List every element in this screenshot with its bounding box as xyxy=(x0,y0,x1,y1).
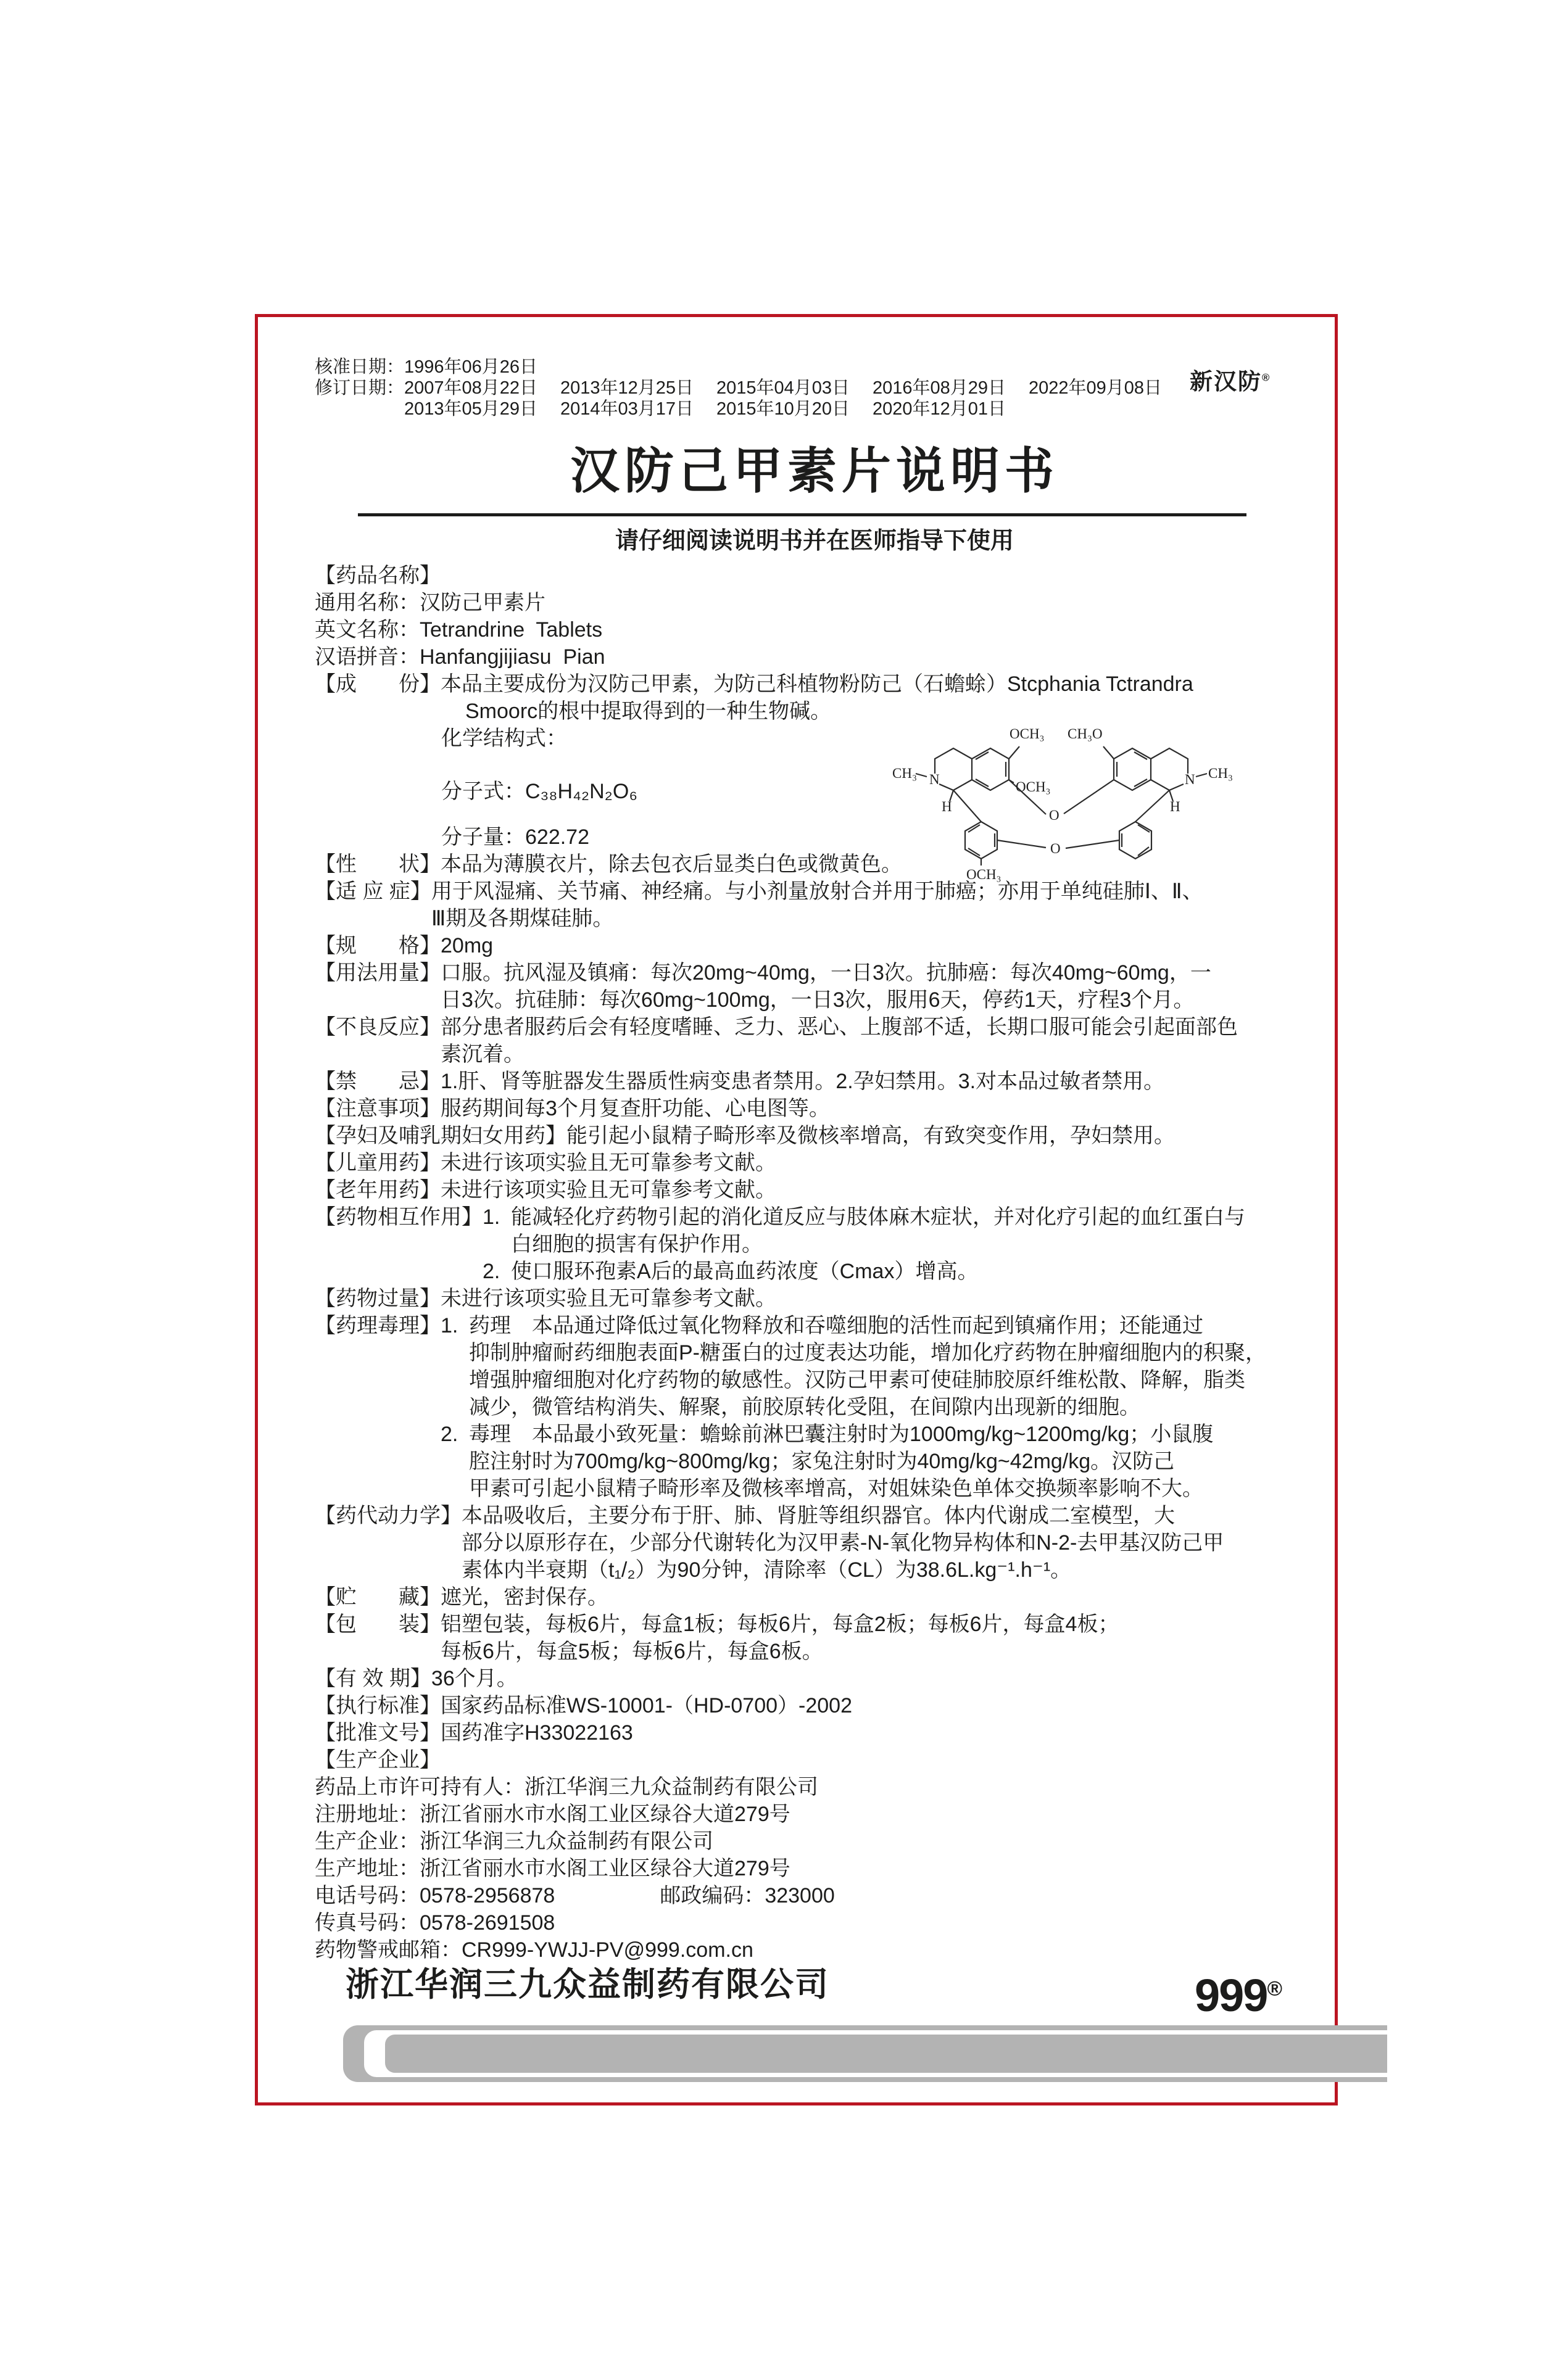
mah-row: 药品上市许可持有人：浙江华润三九众益制药有限公司 xyxy=(315,1775,818,1799)
section-composition: 【成 份】 本品主要成份为汉防己甲素，为防己科植物粉防己（石蟾蜍）Stcphania Tctrandra Smoorc的根中提取得到的一种生物碱。 xyxy=(315,671,1314,725)
approval-date-value: 1996年06月26日 xyxy=(404,357,538,377)
section-pharmacology xyxy=(315,1312,1314,1502)
section-label: 【批准文号】 xyxy=(315,1721,441,1745)
toxicology-item-2: 2. 毒理 本品最小致死量：蟾蜍前淋巴囊注射时为1000mg/kg~1200mg/kg；小鼠腹 腔注射时为700mg/kg~800mg/kg；家兔注射时为40mg/kg~42mg/kg。汉防己 甲素可引起小鼠精子畸形率及微核率增高，对姐妹染色单体交换频率影响不大。 xyxy=(441,1423,1214,1500)
section-label: 【包 装】 xyxy=(315,1613,441,1636)
chem-label-h-left: H xyxy=(942,799,952,814)
date-block xyxy=(315,357,1314,419)
structure-caption-row: 化学结构式： xyxy=(441,727,567,750)
section-pregnancy: 【孕妇及哺乳期妇女用药】 能引起小鼠精子畸形率及微核率增高，有致突变作用，孕妇禁用。 xyxy=(315,1122,1314,1149)
section-label: 【性 状】 xyxy=(315,853,441,876)
section-dosage: 【用法用量】 口服。抗风湿及镇痛：每次20mg~40mg，一日3次。抗肺癌：每次40mg~60mg，一 日3次。抗硅肺：每次60mg~100mg，一日3次，服用6天，停药1天，疗程3个月。 xyxy=(315,959,1314,1014)
brand-name: 新汉防 xyxy=(1190,369,1262,394)
section-label: 【不良反应】 xyxy=(315,1015,441,1039)
chem-label-n-left: N xyxy=(929,772,940,787)
section-overdose: 【药物过量】 未进行该项实验且无可靠参考文献。 xyxy=(315,1285,1314,1312)
section-label: 【适 应 症】 xyxy=(315,880,431,903)
chem-label-ch3o-top-right: CH₃O xyxy=(1068,726,1103,742)
section-manufacturer xyxy=(315,1746,1314,1774)
deco-bar-inner xyxy=(385,2035,1387,2073)
chem-label-o-bottom: O xyxy=(1050,841,1061,856)
page-title: 汉防己甲素片说明书 xyxy=(570,444,1059,498)
section-standard: 【执行标准】 国家药品标准WS-10001-（HD-0700）-2002 xyxy=(315,1692,1314,1719)
chem-label-o-center: O xyxy=(1049,808,1059,823)
section-elderly: 【老年用药】 未进行该项实验且无可靠参考文献。 xyxy=(315,1176,1314,1204)
chem-label-h-right: H xyxy=(1170,799,1180,814)
section-adverse-reactions: 【不良反应】 部分患者服药后会有轻度嗜睡、乏力、恶心、上腹部不适，长期口服可能会引起面部色 素沉着。 xyxy=(315,1014,1314,1068)
registered-trademark-icon: ® xyxy=(1267,1977,1282,2001)
section-drug-name xyxy=(315,562,1314,589)
phone-postal-row: 电话号码：0578-2956878 邮政编码：323000 xyxy=(315,1884,835,1907)
section-contraindications: 【禁 忌】 1.肝、肾等脏器发生器质性病变患者禁用。2.孕妇禁用。3.对本品过敏者禁用。 xyxy=(315,1068,1314,1095)
chem-label-n-right: N xyxy=(1185,772,1195,787)
section-indications: 【适 应 症】 用于风湿痛、关节痛、神经痛。与小剂量放射合并用于肺癌；亦用于单纯硅肺Ⅰ、Ⅱ、 Ⅲ期及各期煤硅肺。 xyxy=(315,878,1314,932)
section-label: 【儿童用药】 xyxy=(315,1151,441,1175)
section-label: 【禁 忌】 xyxy=(315,1070,441,1093)
section-label: 【药物相互作用】 xyxy=(315,1205,483,1229)
approval-date-label: 核准日期： xyxy=(315,357,405,377)
revision-date-label: 修订日期： xyxy=(315,378,405,398)
section-label: 【规 格】 xyxy=(315,934,441,957)
pinyin-row: 汉语拼音：Hanfangjijiasu Pian xyxy=(315,645,605,669)
section-label: 【有 效 期】 xyxy=(315,1667,431,1690)
section-label: 【用法用量】 xyxy=(315,961,441,985)
production-address-row: 生产地址：浙江省丽水市水阁工业区绿谷大道279号 xyxy=(315,1857,790,1880)
section-label: 【药理毒理】 xyxy=(315,1314,441,1337)
chemical-structure xyxy=(889,723,1240,886)
section-package: 【包 装】 铝塑包装，每板6片，每盒1板；每板6片，每盒2板；每板6片，每盒4板； 每板6片，每盒5板；每板6片，每盒6板。 xyxy=(315,1611,1314,1665)
chem-label-och3-mid: OCH₃ xyxy=(1016,779,1051,795)
section-interactions xyxy=(315,1204,1314,1285)
revision-dates-row-2: 2013年05月29日 2014年03月17日 2015年10月20日 2020年12月01日 xyxy=(404,399,1006,419)
revision-dates-row-1: 修订日期：2007年08月22日 2013年12月25日 2015年04月03日 2016年08月29日 2022年09月08日 xyxy=(315,378,1163,398)
section-label: 【生产企业】 xyxy=(315,1748,441,1772)
page-content xyxy=(315,357,1314,2002)
chem-label-ch3-left: CH₃ xyxy=(892,766,917,781)
generic-name-row: 通用名称：汉防己甲素片 xyxy=(315,591,545,614)
section-label: 【药物过量】 xyxy=(315,1287,441,1310)
section-label: 【执行标准】 xyxy=(315,1694,441,1717)
english-name-row: 英文名称：Tetrandrine Tablets xyxy=(315,618,603,642)
section-label: 【贮 藏】 xyxy=(315,1585,441,1609)
interaction-item-1: 1. 能减轻化疗药物引起的消化道反应与肢体麻木症状，并对化疗引起的血红蛋白与 白细胞的损害有保护作用。 xyxy=(483,1205,1245,1256)
approval-date-row xyxy=(315,357,1314,378)
section-specification: 【规 格】 20mg xyxy=(315,932,1314,959)
producer-row: 生产企业：浙江华润三九众益制药有限公司 xyxy=(315,1830,713,1853)
molecular-formula-row: 分子式：C₃₈H₄₂N₂O₆ xyxy=(441,780,638,803)
pharmacovigilance-email-row: 药物警戒邮箱：CR999-YWJJ-PV@999.com.cn xyxy=(315,1938,753,1962)
chem-label-ch3-right: CH₃ xyxy=(1208,766,1233,781)
pharmacology-item-1: 1. 药理 本品通过降低过氧化物释放和吞噬细胞的活性而起到镇痛作用；还能通过 抑制肿瘤耐药细胞表面P-糖蛋白的过度表达功能，增加化疗药物在肿瘤细胞内的积聚， 增强肿瘤细胞对化疗药物的敏感性。汉防己甲素可使硅肺胶原纤维松散、降解，脂类 减少，微管结构消失、解聚，前胶原转化受阻，在间隙内出现新的细胞。 xyxy=(441,1314,1266,1419)
section-pharmacokinetics: 【药代动力学】 本品吸收后，主要分布于肝、肺、肾脏等组织器官。体内代谢成二室模型，大 部分以原形存在，少部分代谢转化为汉甲素-N-氧化物异构体和N-2-去甲基汉防己甲 素体内半衰期（t₁/₂）为90分钟，清除率（CL）为38.6L.kg⁻¹.h⁻¹。 xyxy=(315,1502,1314,1584)
molecular-weight-row: 分子量：622.72 xyxy=(441,825,589,849)
brand-999-logo: 999® xyxy=(1195,1970,1282,2021)
section-label: 【注意事项】 xyxy=(315,1097,441,1120)
section-label: 【孕妇及哺乳期妇女用药】 xyxy=(315,1124,566,1147)
section-label: 【成 份】 xyxy=(315,672,441,696)
section-properties: 【性 状】 本品为薄膜衣片，除去包衣后显类白色或微黄色。 xyxy=(315,851,1314,878)
registered-address-row: 注册地址：浙江省丽水市水阁工业区绿谷大道279号 xyxy=(315,1803,790,1826)
section-validity: 【有 效 期】 36个月。 xyxy=(315,1665,1314,1692)
registered-trademark-icon: ® xyxy=(1262,371,1271,384)
section-precautions: 【注意事项】 服药期间每3个月复查肝功能、心电图等。 xyxy=(315,1095,1314,1122)
usage-notice: 请仔细阅读说明书并在医师指导下使用 xyxy=(615,528,1014,554)
section-children: 【儿童用药】 未进行该项实验且无可靠参考文献。 xyxy=(315,1149,1314,1176)
section-label: 【药品名称】 xyxy=(315,564,441,587)
section-label: 【老年用药】 xyxy=(315,1178,441,1202)
fax-row: 传真号码：0578-2691508 xyxy=(315,1911,555,1935)
section-storage: 【贮 藏】 遮光，密封保存。 xyxy=(315,1584,1314,1611)
footer-company-name: 浙江华润三九众益制药有限公司 xyxy=(346,1966,829,2003)
title-rule xyxy=(358,513,1246,516)
chem-label-och3-bottom: OCH₃ xyxy=(966,867,1001,882)
section-label: 【药代动力学】 xyxy=(315,1504,462,1527)
interaction-item-2: 2. 使口服环孢素A后的最高血药浓度（Cmax）增高。 xyxy=(483,1260,979,1283)
section-approval-number: 【批准文号】 国药准字H33022163 xyxy=(315,1719,1314,1746)
chem-label-och3-top-left: OCH₃ xyxy=(1010,726,1045,742)
